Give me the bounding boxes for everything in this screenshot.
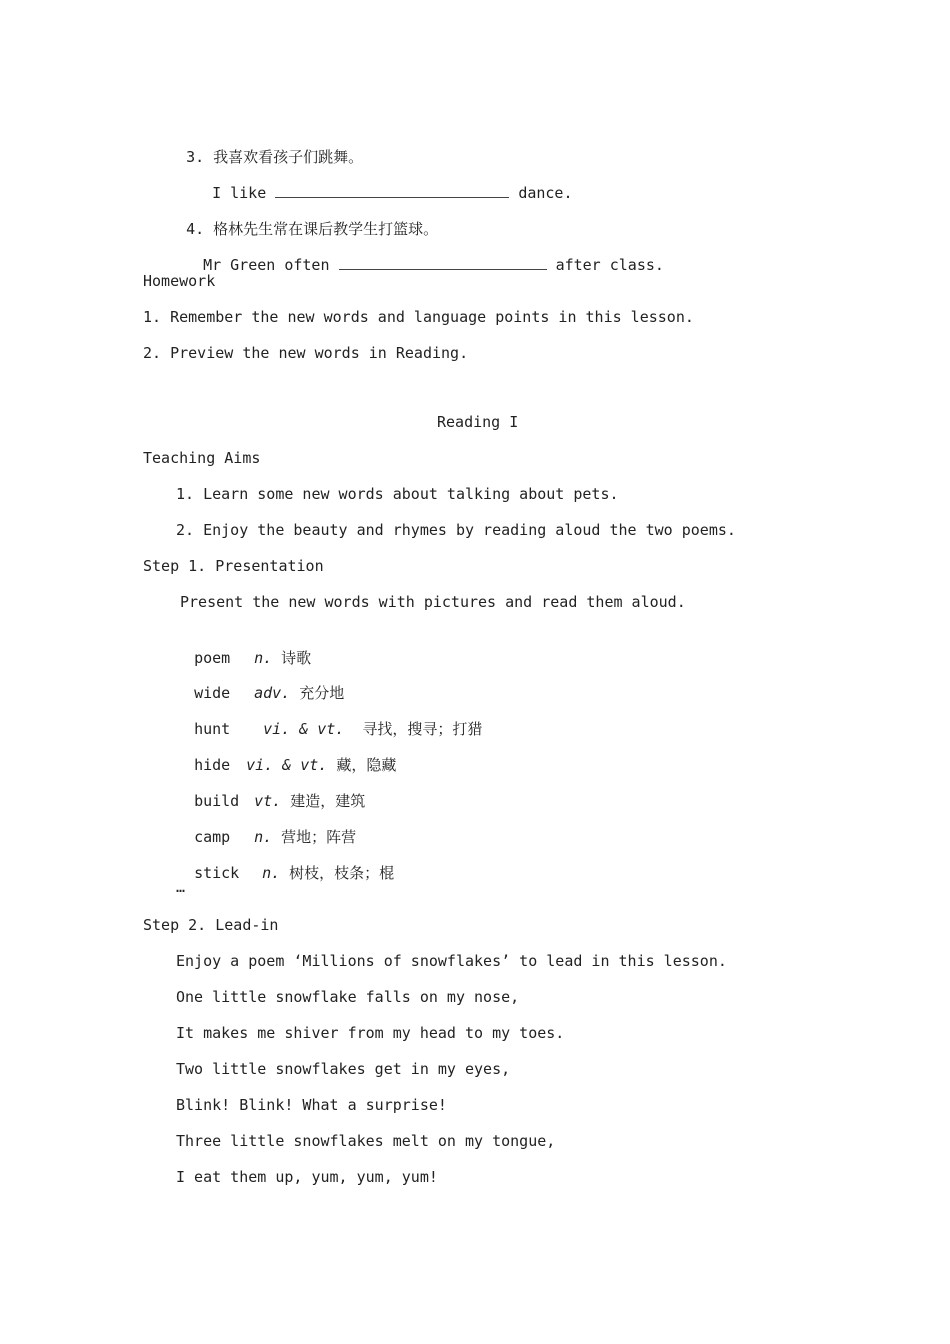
vocab-pos: n. (254, 828, 273, 846)
section-title: Reading I (437, 413, 519, 431)
step-intro: Present the new words with pictures and read them aloud. (180, 593, 686, 611)
sentence-start: Mr Green often (203, 256, 330, 274)
vocab-meaning: 寻找，搜寻；打猎 (362, 720, 483, 738)
sentence-end: dance. (518, 184, 573, 202)
answer-blank[interactable] (275, 183, 509, 198)
poem-line: Three little snowflakes melt on my tongue, (176, 1132, 556, 1150)
vocab-meaning: 充分地 (299, 684, 345, 702)
step-intro: Enjoy a poem ‘Millions of snowflakes’ to lead in this lesson. (176, 952, 727, 970)
poem-line: I eat them up, yum, yum, yum! (176, 1168, 438, 1186)
exercise-q4-answer (185, 235, 664, 275)
vocab-word: hide (194, 756, 231, 774)
vocab-word: wide (194, 684, 231, 702)
poem-line: One little snowflake falls on my nose, (176, 988, 520, 1006)
ellipsis: … (176, 878, 186, 896)
teaching-aim: 1. Learn some new words about talking about pets. (176, 485, 619, 503)
vocab-meaning: 藏，隐藏 (336, 756, 397, 774)
homework-heading: Homework (143, 272, 216, 290)
exercise-number: 3. (186, 148, 205, 166)
vocab-pos: adv. (254, 684, 291, 702)
teaching-aim: 2. Enjoy the beauty and rhymes by reading aloud the two poems. (176, 521, 736, 539)
vocab-item (176, 843, 394, 883)
sentence-start: I like (212, 184, 267, 202)
exercise-q3-answer (194, 163, 573, 203)
chinese-sentence: 格林先生常在课后教学生打篮球。 (213, 220, 439, 238)
vocab-item (176, 807, 356, 847)
vocab-word: camp (194, 828, 231, 846)
vocab-item (176, 699, 482, 739)
homework-item: 1. Remember the new words and language points in this lesson. (143, 308, 694, 326)
vocab-word: build (194, 792, 240, 810)
poem-line: It makes me shiver from my head to my toes. (176, 1024, 565, 1042)
poem-line: Blink! Blink! What a surprise! (176, 1096, 447, 1114)
vocab-meaning: 营地；阵营 (281, 828, 357, 846)
vocab-meaning: 树枝，枝条；棍 (289, 864, 395, 882)
vocab-item (176, 628, 311, 668)
vocab-word: hunt (194, 720, 231, 738)
vocab-word: poem (194, 649, 231, 667)
vocab-item (176, 771, 365, 811)
homework-item: 2. Preview the new words in Reading. (143, 344, 469, 362)
vocab-word: stick (194, 864, 240, 882)
vocab-pos: vi. & vt. (263, 720, 345, 738)
step-heading: Step 2. Lead-in (143, 916, 279, 934)
vocab-item (176, 663, 344, 703)
vocab-pos: vi. & vt. (246, 756, 328, 774)
vocab-pos: vt. (254, 792, 282, 810)
vocab-pos: n. (262, 864, 281, 882)
answer-blank[interactable] (339, 255, 547, 270)
vocab-item (176, 735, 396, 775)
exercise-q3-prompt (168, 127, 363, 167)
teaching-aims-heading: Teaching Aims (143, 449, 261, 467)
vocab-meaning: 建造，建筑 (290, 792, 366, 810)
exercise-number: 4. (186, 220, 205, 238)
poem-line: Two little snowflakes get in my eyes, (176, 1060, 511, 1078)
vocab-pos: n. (254, 649, 273, 667)
chinese-sentence: 我喜欢看孩子们跳舞。 (213, 148, 364, 166)
sentence-end: after class. (555, 256, 664, 274)
step-heading: Step 1. Presentation (143, 557, 324, 575)
vocab-meaning: 诗歌 (281, 649, 312, 667)
exercise-q4-prompt (168, 199, 438, 239)
